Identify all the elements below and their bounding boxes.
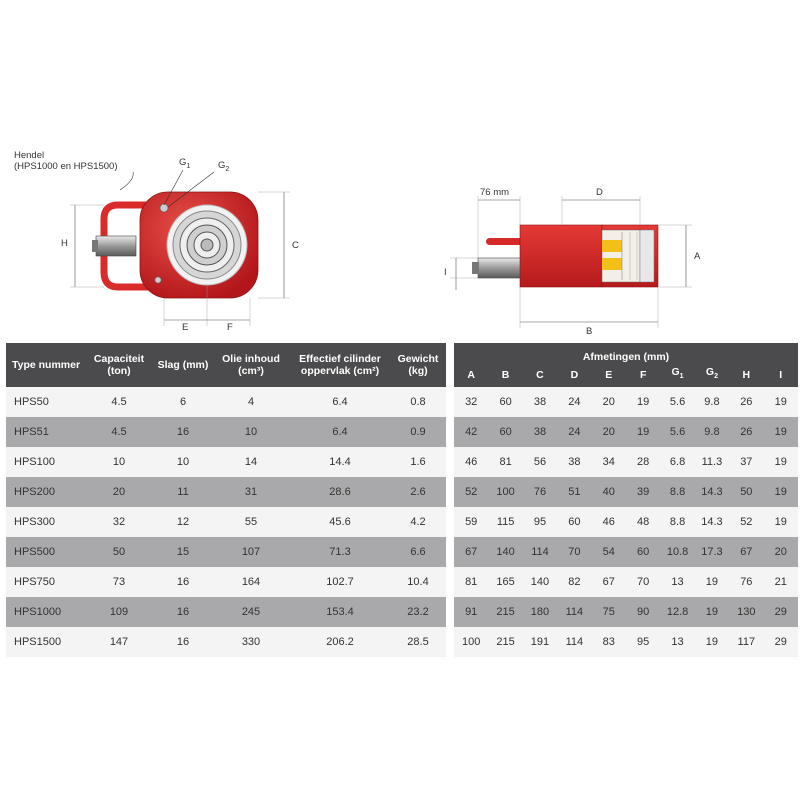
coupler-shape <box>96 236 136 256</box>
dim-cell: 100 <box>454 627 488 657</box>
spec-cell: 102.7 <box>290 567 390 597</box>
table-row <box>454 567 798 597</box>
e-dimension-label: E <box>182 322 189 333</box>
dim-cell: 34 <box>592 447 626 477</box>
dim-column-header: H <box>729 363 763 387</box>
dim-cell: 13 <box>660 567 694 597</box>
spec-cell: 55 <box>212 507 290 537</box>
table-row <box>6 387 446 417</box>
dim-cell: 114 <box>557 597 591 627</box>
dim-column-header: B <box>488 363 522 387</box>
dim-cell: 19 <box>626 417 660 447</box>
dim-cell: 26 <box>729 387 763 417</box>
dim-cell: 140 <box>523 567 557 597</box>
dim-cell: 91 <box>454 597 488 627</box>
dim-cell: 6.8 <box>660 447 694 477</box>
spec-cell: 15 <box>154 537 212 567</box>
spec-cell: 16 <box>154 567 212 597</box>
dim-group-header-row <box>454 343 798 363</box>
dim-cell: 67 <box>729 537 763 567</box>
spec-cell: 32 <box>84 507 154 537</box>
dim-cell: 56 <box>523 447 557 477</box>
dim-cell: 12.8 <box>660 597 694 627</box>
dim-column-header: $G_1$ <box>660 363 694 387</box>
table-row <box>6 537 446 567</box>
dim-cell: 28 <box>626 447 660 477</box>
dim-cell: 50 <box>729 477 763 507</box>
dim-cell: 19 <box>764 387 798 417</box>
dim-cell: 19 <box>626 387 660 417</box>
table-row <box>454 387 798 417</box>
dim-cell: 81 <box>454 567 488 597</box>
table-row <box>454 537 798 567</box>
dim-cell: 76 <box>523 477 557 507</box>
type-cell: HPS50 <box>6 387 84 417</box>
dim-cell: 37 <box>729 447 763 477</box>
dim-cell: 29 <box>764 597 798 627</box>
dim-cell: 20 <box>592 417 626 447</box>
dim-cell: 38 <box>557 447 591 477</box>
spec-cell: 73 <box>84 567 154 597</box>
dim-cell: 26 <box>729 417 763 447</box>
dim-column-header: I <box>764 363 798 387</box>
dim-cell: 32 <box>454 387 488 417</box>
i-dimension-label: I <box>444 267 447 278</box>
spec-cell: 153.4 <box>290 597 390 627</box>
dim-cell: 8.8 <box>660 477 694 507</box>
header-capaciteit: Capaciteit (ton) <box>84 343 154 387</box>
dim-cell: 14.3 <box>695 477 729 507</box>
dim-cell: 115 <box>488 507 522 537</box>
type-cell: HPS51 <box>6 417 84 447</box>
spec-cell: 245 <box>212 597 290 627</box>
dim-table-body <box>454 387 798 657</box>
spec-cell: 6.4 <box>290 387 390 417</box>
dim-column-header: A <box>454 363 488 387</box>
hendel-note: (HPS1000 en HPS1500) <box>14 161 118 172</box>
dim-cell: 60 <box>488 417 522 447</box>
dim-cell: 76 <box>729 567 763 597</box>
header-gewicht: Gewicht (kg) <box>390 343 446 387</box>
dim-cell: 191 <box>523 627 557 657</box>
table-row <box>454 447 798 477</box>
a-dimension-label: A <box>694 251 701 262</box>
dim-cell: 52 <box>454 477 488 507</box>
dim-76mm-label: 76 mm <box>480 187 510 198</box>
dim-cell: 19 <box>695 627 729 657</box>
dim-cell: 8.8 <box>660 507 694 537</box>
side-body-shape <box>520 225 602 287</box>
dim-cell: 180 <box>523 597 557 627</box>
dim-cell: 114 <box>523 537 557 567</box>
dim-cell: 46 <box>454 447 488 477</box>
dim-cell: 67 <box>454 537 488 567</box>
dim-cell: 24 <box>557 417 591 447</box>
drawing-svg <box>0 0 800 340</box>
header-type: Type nummer <box>6 343 84 387</box>
spec-cell: 28.5 <box>390 627 446 657</box>
dim-cell: 59 <box>454 507 488 537</box>
dim-cell: 215 <box>488 597 522 627</box>
spec-cell: 147 <box>84 627 154 657</box>
type-cell: HPS750 <box>6 567 84 597</box>
dim-cell: 83 <box>592 627 626 657</box>
spec-cell: 11 <box>154 477 212 507</box>
table-row <box>6 597 446 627</box>
spec-cell: 50 <box>84 537 154 567</box>
dim-cell: 20 <box>764 537 798 567</box>
spec-cell: 4 <box>212 387 290 417</box>
table-row <box>6 507 446 537</box>
table-row <box>6 447 446 477</box>
table-row <box>454 417 798 447</box>
spec-cell: 28.6 <box>290 477 390 507</box>
table-row <box>454 597 798 627</box>
dim-cell: 19 <box>764 477 798 507</box>
dim-cell: 5.6 <box>660 417 694 447</box>
dim-cell: 117 <box>729 627 763 657</box>
spec-cell: 6 <box>154 387 212 417</box>
table-row <box>454 477 798 507</box>
dim-cell: 20 <box>592 387 626 417</box>
f-dimension-label: F <box>227 322 233 333</box>
spec-cell: 20 <box>84 477 154 507</box>
spec-cell: 4.2 <box>390 507 446 537</box>
header-slag: Slag (mm) <box>154 343 212 387</box>
d-dimension-label: D <box>596 187 603 198</box>
spec-cell: 45.6 <box>290 507 390 537</box>
spec-cell: 16 <box>154 417 212 447</box>
spec-cell: 14.4 <box>290 447 390 477</box>
dim-cell: 81 <box>488 447 522 477</box>
g2-label: $G_2$ <box>218 160 230 173</box>
dim-cell: 42 <box>454 417 488 447</box>
dim-cell: 21 <box>764 567 798 597</box>
dim-cell: 39 <box>626 477 660 507</box>
table-row <box>454 507 798 537</box>
dim-cell: 19 <box>764 507 798 537</box>
spec-cell: 0.9 <box>390 417 446 447</box>
dim-cell: 95 <box>626 627 660 657</box>
spec-cell: 12 <box>154 507 212 537</box>
table-row <box>454 627 798 657</box>
dim-column-header: $G_2$ <box>695 363 729 387</box>
spec-cell: 16 <box>154 597 212 627</box>
spec-cell: 10 <box>84 447 154 477</box>
dim-cell: 215 <box>488 627 522 657</box>
table-row <box>6 627 446 657</box>
spec-cell: 6.6 <box>390 537 446 567</box>
dim-cell: 90 <box>626 597 660 627</box>
specification-table <box>6 343 446 657</box>
dim-cell: 19 <box>695 597 729 627</box>
type-cell: HPS300 <box>6 507 84 537</box>
dim-cell: 48 <box>626 507 660 537</box>
dim-cell: 14.3 <box>695 507 729 537</box>
h-dimension-label: H <box>61 238 68 249</box>
b-dimension-label: B <box>586 326 593 337</box>
dim-cell: 38 <box>523 387 557 417</box>
spec-cell: 164 <box>212 567 290 597</box>
spec-cell: 1.6 <box>390 447 446 477</box>
type-cell: HPS100 <box>6 447 84 477</box>
dim-cell: 60 <box>557 507 591 537</box>
dim-cell: 5.6 <box>660 387 694 417</box>
dim-column-header: F <box>626 363 660 387</box>
side-view <box>450 196 692 328</box>
spec-cell: 107 <box>212 537 290 567</box>
front-view <box>70 170 290 326</box>
table-row <box>6 567 446 597</box>
spec-cell: 10.4 <box>390 567 446 597</box>
dim-cell: 10.8 <box>660 537 694 567</box>
technical-drawing <box>0 0 800 340</box>
spec-cell: 206.2 <box>290 627 390 657</box>
dim-cell: 40 <box>592 477 626 507</box>
dim-cell: 82 <box>557 567 591 597</box>
dim-cell: 51 <box>557 477 591 507</box>
dim-cell: 19 <box>695 567 729 597</box>
dim-cell: 100 <box>488 477 522 507</box>
table-row <box>6 477 446 507</box>
dimensions-table <box>454 343 798 657</box>
dim-cell: 38 <box>523 417 557 447</box>
dim-cell: 165 <box>488 567 522 597</box>
c-dimension-label: C <box>292 240 299 251</box>
spec-table-body <box>6 387 446 657</box>
spec-cell: 0.8 <box>390 387 446 417</box>
dim-column-header-row <box>454 363 798 387</box>
spec-cell: 330 <box>212 627 290 657</box>
type-cell: HPS1000 <box>6 597 84 627</box>
dim-cell: 13 <box>660 627 694 657</box>
g1-label: $G_1$ <box>179 157 191 170</box>
dim-cell: 70 <box>557 537 591 567</box>
spec-cell: 4.5 <box>84 387 154 417</box>
spec-cell: 23.2 <box>390 597 446 627</box>
header-oppervlak: Effectief cilinder oppervlak (cm²) <box>290 343 390 387</box>
dim-cell: 75 <box>592 597 626 627</box>
dim-cell: 11.3 <box>695 447 729 477</box>
dim-cell: 24 <box>557 387 591 417</box>
spec-cell: 2.6 <box>390 477 446 507</box>
dim-column-header: D <box>557 363 591 387</box>
dim-cell: 19 <box>764 447 798 477</box>
dim-cell: 140 <box>488 537 522 567</box>
dim-cell: 9.8 <box>695 387 729 417</box>
spec-cell: 10 <box>212 417 290 447</box>
dim-cell: 67 <box>592 567 626 597</box>
dim-cell: 60 <box>488 387 522 417</box>
type-cell: HPS500 <box>6 537 84 567</box>
dim-cell: 9.8 <box>695 417 729 447</box>
hendel-label: Hendel <box>14 150 45 161</box>
type-cell: HPS1500 <box>6 627 84 657</box>
dim-cell: 17.3 <box>695 537 729 567</box>
spec-cell: 10 <box>154 447 212 477</box>
spec-cell: 4.5 <box>84 417 154 447</box>
spec-cell: 109 <box>84 597 154 627</box>
spec-header-row <box>6 343 446 387</box>
dim-cell: 52 <box>729 507 763 537</box>
dim-cell: 46 <box>592 507 626 537</box>
spec-cell: 16 <box>154 627 212 657</box>
dim-cell: 29 <box>764 627 798 657</box>
dim-cell: 19 <box>764 417 798 447</box>
dim-cell: 114 <box>557 627 591 657</box>
dim-cell: 70 <box>626 567 660 597</box>
side-coupler-shape <box>478 258 520 278</box>
dim-cell: 60 <box>626 537 660 567</box>
spec-cell: 14 <box>212 447 290 477</box>
header-olie: Olie inhoud (cm³) <box>212 343 290 387</box>
dim-cell: 130 <box>729 597 763 627</box>
type-cell: HPS200 <box>6 477 84 507</box>
spec-cell: 6.4 <box>290 417 390 447</box>
spec-cell: 31 <box>212 477 290 507</box>
dim-column-header: C <box>523 363 557 387</box>
table-row <box>6 417 446 447</box>
dim-column-header: E <box>592 363 626 387</box>
dim-cell: 95 <box>523 507 557 537</box>
spec-cell: 71.3 <box>290 537 390 567</box>
afmetingen-header: Afmetingen (mm) <box>454 343 798 363</box>
dim-cell: 54 <box>592 537 626 567</box>
